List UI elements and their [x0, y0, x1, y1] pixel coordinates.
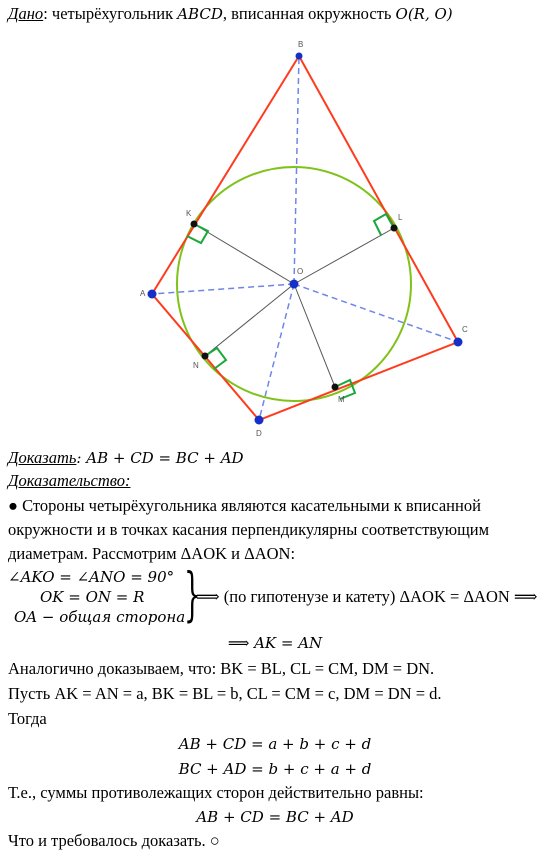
prove-text: : AB + CD = BC + AD [76, 449, 244, 467]
geometry-figure [0, 30, 550, 450]
prove-line [8, 448, 244, 468]
point-c [454, 338, 463, 347]
proof-paragraph-3: диаметрам. Рассмотрим ΔAOK и ΔAON: [8, 544, 296, 563]
proof-paragraph-7: Т.е., суммы противолежащих сторон действительно равны: [8, 783, 424, 802]
dashed-oa [152, 284, 294, 294]
point-b [296, 53, 303, 60]
equation-1: AB + CD = a + b + c + d [178, 735, 372, 753]
point-d [255, 416, 264, 425]
given-quad: ABCD [177, 5, 223, 23]
system-brace: } [184, 560, 201, 628]
label-l: L [398, 213, 403, 222]
given-text: : четырёхугольник [43, 4, 178, 23]
label-m: M [338, 395, 345, 404]
dashed-oc [294, 284, 458, 342]
point-a [148, 290, 157, 299]
dashed-ob [294, 56, 299, 284]
given-line [8, 4, 453, 24]
right-angle-n [205, 348, 226, 369]
proof-paragraph-2: окружности и в точках касания перпендикулярны соответствующим [8, 520, 490, 539]
label-d: D [256, 429, 262, 438]
point-n [202, 353, 209, 360]
proof-paragraph-6: Тогда [8, 709, 47, 728]
radius-om [294, 284, 335, 387]
system-row-2: OK = ON = R [40, 588, 145, 606]
proof-paragraph-1: ● Стороны четырёхугольника являются касательными к вписанной [8, 496, 481, 515]
label-k: K [186, 209, 192, 218]
proof-end: Что и требовалось доказать. ○ [8, 831, 220, 850]
given-text2: , вписанная окружность [222, 4, 396, 23]
label-a: A [140, 289, 146, 298]
point-l [391, 225, 398, 232]
label-n: N [193, 361, 199, 370]
equation-3: AB + CD = BC + AD [196, 808, 354, 826]
proof-label: Доказательство: [8, 471, 131, 490]
proof-paragraph-5: Пусть AK = AN = a, BK = BL = b, CL = CM = c, DM = DN = d. [8, 684, 442, 703]
system-row-1: ∠AKO = ∠ANO = 90° [8, 568, 175, 586]
label-o: O [297, 267, 304, 276]
proof-paragraph-4: Аналогично доказываем, что: BK = BL, CL = CM, DM = DN. [8, 659, 435, 678]
radius-ol [294, 228, 394, 284]
point-m [332, 384, 339, 391]
prove-label: Доказать [8, 448, 77, 467]
system-result: ⟹ (по гипотенузе и катету) ΔAOK = ΔAON ⟹ [196, 587, 538, 606]
radius-ok [194, 224, 294, 284]
radius-on [205, 284, 294, 356]
label-c: C [462, 325, 468, 334]
system-row-3: OA − общая сторона [14, 608, 186, 626]
given-label: Дано [8, 4, 44, 23]
conclusion-ak-an: ⟹ AK = AN [227, 634, 323, 652]
given-circle: O(R, O) [395, 5, 453, 23]
label-b: B [298, 40, 304, 49]
point-k [191, 221, 198, 228]
equation-2: BC + AD = b + c + a + d [178, 760, 372, 778]
point-o [290, 280, 299, 289]
